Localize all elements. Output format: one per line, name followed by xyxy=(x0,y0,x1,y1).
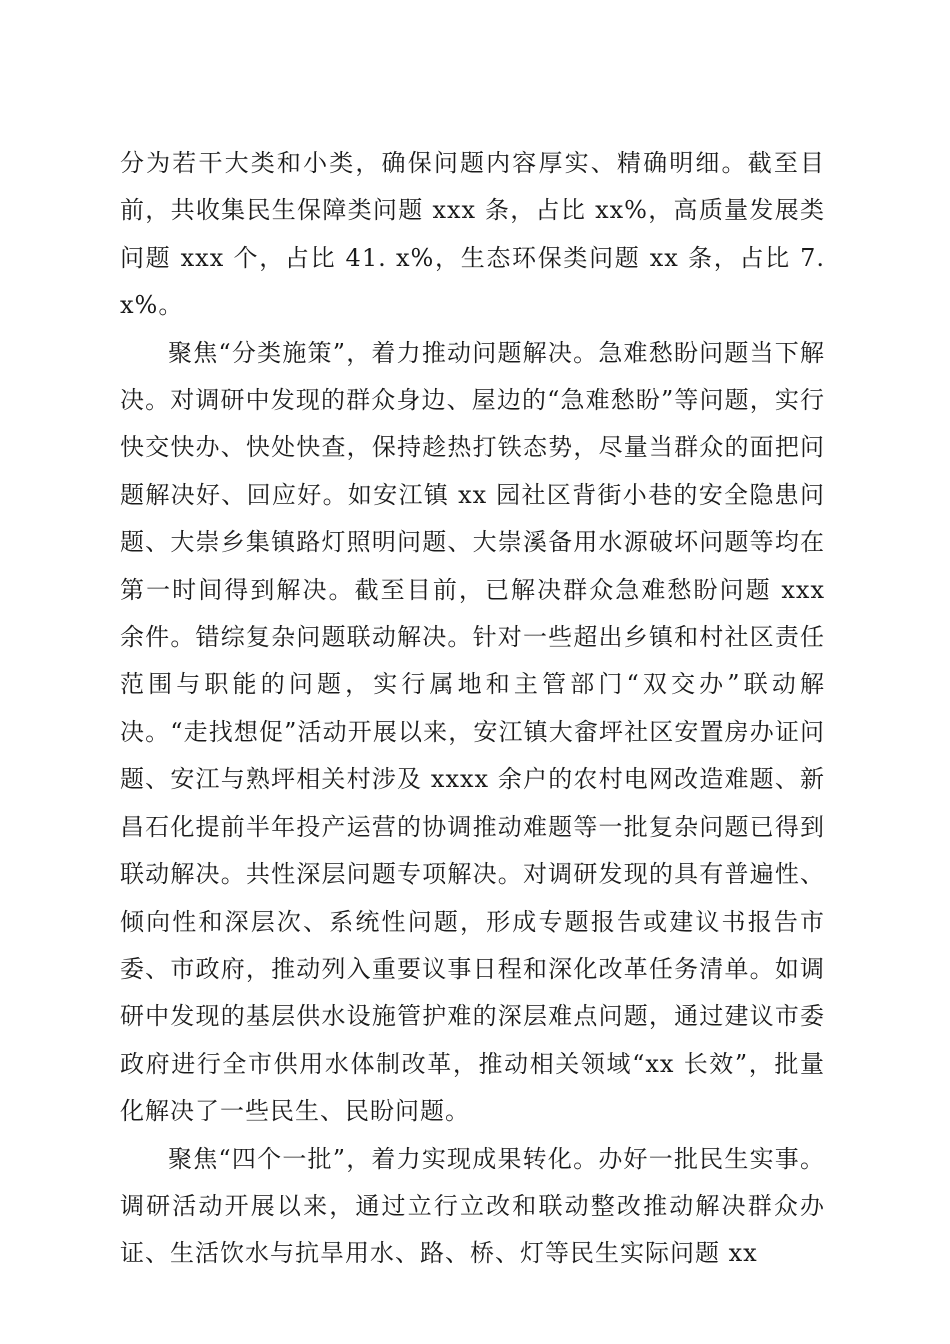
paragraph-1: 分为若干大类和小类，确保问题内容厚实、精确明细。截至目前，共收集民生保障类问题 xxx 条，占比 xx%，高质量发展类问题 xxx 个，占比 41. x%，生态环保类问题 xx 条，占比 7. x%。 xyxy=(120,149,825,320)
paragraph-3: 聚焦“四个一批”，着力实现成果转化。办好一批民生实事。调研活动开展以来，通过立行立改和联动整改推动解决群众办证、生活饮水与抗旱用水、路、桥、灯等民生实际问题 xx xyxy=(120,1144,825,1268)
body-text xyxy=(120,140,825,1278)
paragraph-2: 聚焦“分类施策”，着力推动问题解决。急难愁盼问题当下解决。对调研中发现的群众身边、屋边的“急难愁盼”等问题，实行快交快办、快处快查，保持趁热打铁态势，尽量当群众的面把问题解决好、回应好。如安江镇 xx 园社区背街小巷的安全隐患问题、大崇乡集镇路灯照明问题、大崇溪备用水源破坏问题等均在第一时间得到解决。截至目前，已解决群众急难愁盼问题 xxx 余件。错综复杂问题联动解决。针对一些超出乡镇和村社区责任范围与职能的问题，实行属地和主管部门“双交办”联动解决。“走找想促”活动开展以来，安江镇大畲坪社区安置房办证问题、安江与熟坪相关村涉及 xxxx 余户的农村电网改造难题、新昌石化提前半年投产运营的协调推动难题等一批复杂问题已得到联动解决。共性深层问题专项解决。对调研发现的具有普遍性、倾向性和深层次、系统性问题，形成专题报告或建议书报告市委、市政府，推动列入重要议事日程和深化改革任务清单。如调研中发现的基层供水设施管护难的深层难点问题，通过建议市委政府进行全市供用水体制改革，推动相关领域“xx 长效”，批量化解决了一些民生、民盼问题。 xyxy=(120,338,825,1126)
